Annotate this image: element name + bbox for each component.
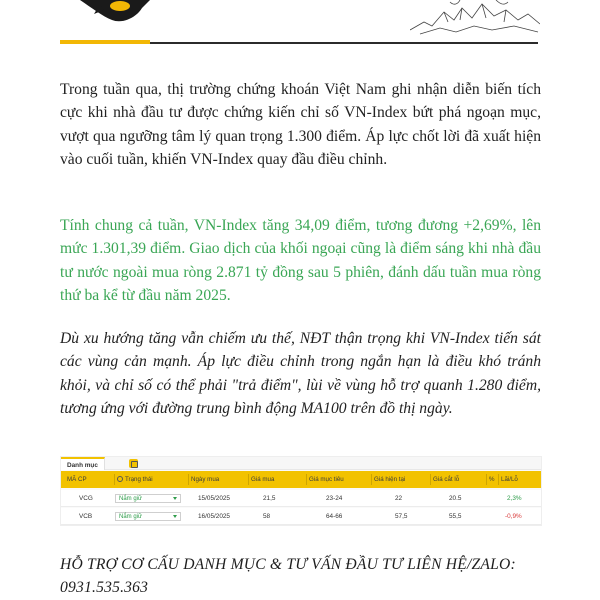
status-select[interactable] — [115, 494, 181, 503]
contact-line: HỖ TRỢ CƠ CẤU DANH MỤC & TƯ VẤN ĐẦU TƯ LIÊN HỆ/ZALO: — [60, 556, 516, 573]
status-value: Nắm giữ — [119, 496, 143, 502]
table-row — [61, 508, 541, 525]
caret-down-icon — [173, 497, 177, 500]
table-row — [61, 490, 541, 507]
status-value: Nắm giữ — [119, 514, 143, 520]
caret-down-icon — [173, 515, 177, 518]
mountain-sketch-illustration — [410, 0, 540, 36]
gear-icon — [117, 476, 123, 482]
folder-icon — [129, 459, 138, 468]
portfolio-table — [60, 456, 542, 526]
col-status-label: Trạng thái — [125, 476, 153, 483]
cell-profit-loss: -0,9% — [505, 513, 522, 520]
cell-current: 57,5 — [395, 513, 408, 520]
brand-logo — [80, 0, 150, 30]
cell-profit-loss: 2,3% — [507, 495, 522, 502]
status-select[interactable] — [115, 512, 181, 521]
cell-target: 23-24 — [326, 495, 343, 502]
table-tab-bar — [61, 457, 541, 470]
col-stop-loss: Giá cắt lỗ — [433, 471, 459, 488]
cell-buy-price: 58 — [263, 513, 271, 520]
cell-stop-loss: 20.5 — [449, 495, 462, 502]
outlook-paragraph: Dù xu hướng tăng vẫn chiếm ưu thế, NĐT thận trọng khi VN-Index tiến sát các vùng cản mạnh. Áp lực điều chỉnh trong ngắn hạn là điều khó tránh khỏi, và chỉ số có thể phải "trả điểm", lùi về vùng hỗ trợ quanh 1.280 điểm, tương ứng với đường trung bình động MA100 trên đồ thị ngày. — [60, 330, 541, 417]
col-percent: % — [489, 471, 495, 488]
cell-ticker: VCB — [79, 513, 93, 520]
contact-phone: 0931.535.363 — [60, 579, 149, 596]
col-buy-date: Ngày mua — [191, 471, 219, 488]
cell-buy-price: 21,5 — [263, 495, 276, 502]
contact-footer — [60, 553, 542, 599]
cell-buy-date: 15/05/2025 — [198, 495, 230, 502]
summary-paragraph: Tính chung cả tuần, VN-Index tăng 34,09 điểm, tương đương +2,69%, lên mức 1.301,39 điểm. Giao dịch của khối ngoại cũng là điểm sáng khi nhà đầu tư nước ngoài mua ròng 2.871 tỷ đồng sau 5 phiên, đánh dấu tuần mua ròng thứ ba kể từ đầu năm 2025. — [60, 217, 541, 304]
divider-line — [150, 42, 538, 44]
col-status — [117, 471, 153, 488]
col-buy-price: Giá mua — [251, 471, 274, 488]
col-profit-loss: Lãi/Lỗ — [501, 471, 518, 488]
tab-portfolio: Danh mục — [61, 457, 105, 470]
col-ticker: MÃ CP — [67, 476, 87, 483]
col-current-price: Giá hiện tại — [374, 471, 405, 488]
table-header — [61, 471, 541, 488]
header-divider — [60, 40, 538, 46]
cell-stop-loss: 55,5 — [449, 513, 462, 520]
divider-accent — [60, 40, 150, 44]
col-target-price: Giá mục tiêu — [309, 471, 344, 488]
intro-paragraph: Trong tuần qua, thị trường chứng khoán Việt Nam ghi nhận diễn biến tích cực khi nhà đầu tư được chứng kiến chỉ số VN-Index bứt phá ngoạn mục, vượt qua ngưỡng tâm lý quan trọng 1.300 điểm. Áp lực chốt lời đã xuất hiện vào cuối tuần, khiến VN-Index quay đầu điều chỉnh. — [60, 81, 541, 168]
cell-current: 22 — [395, 495, 403, 502]
cell-ticker: VCG — [79, 495, 93, 502]
cell-target: 64-66 — [326, 513, 343, 520]
cell-buy-date: 16/05/2025 — [198, 513, 230, 520]
